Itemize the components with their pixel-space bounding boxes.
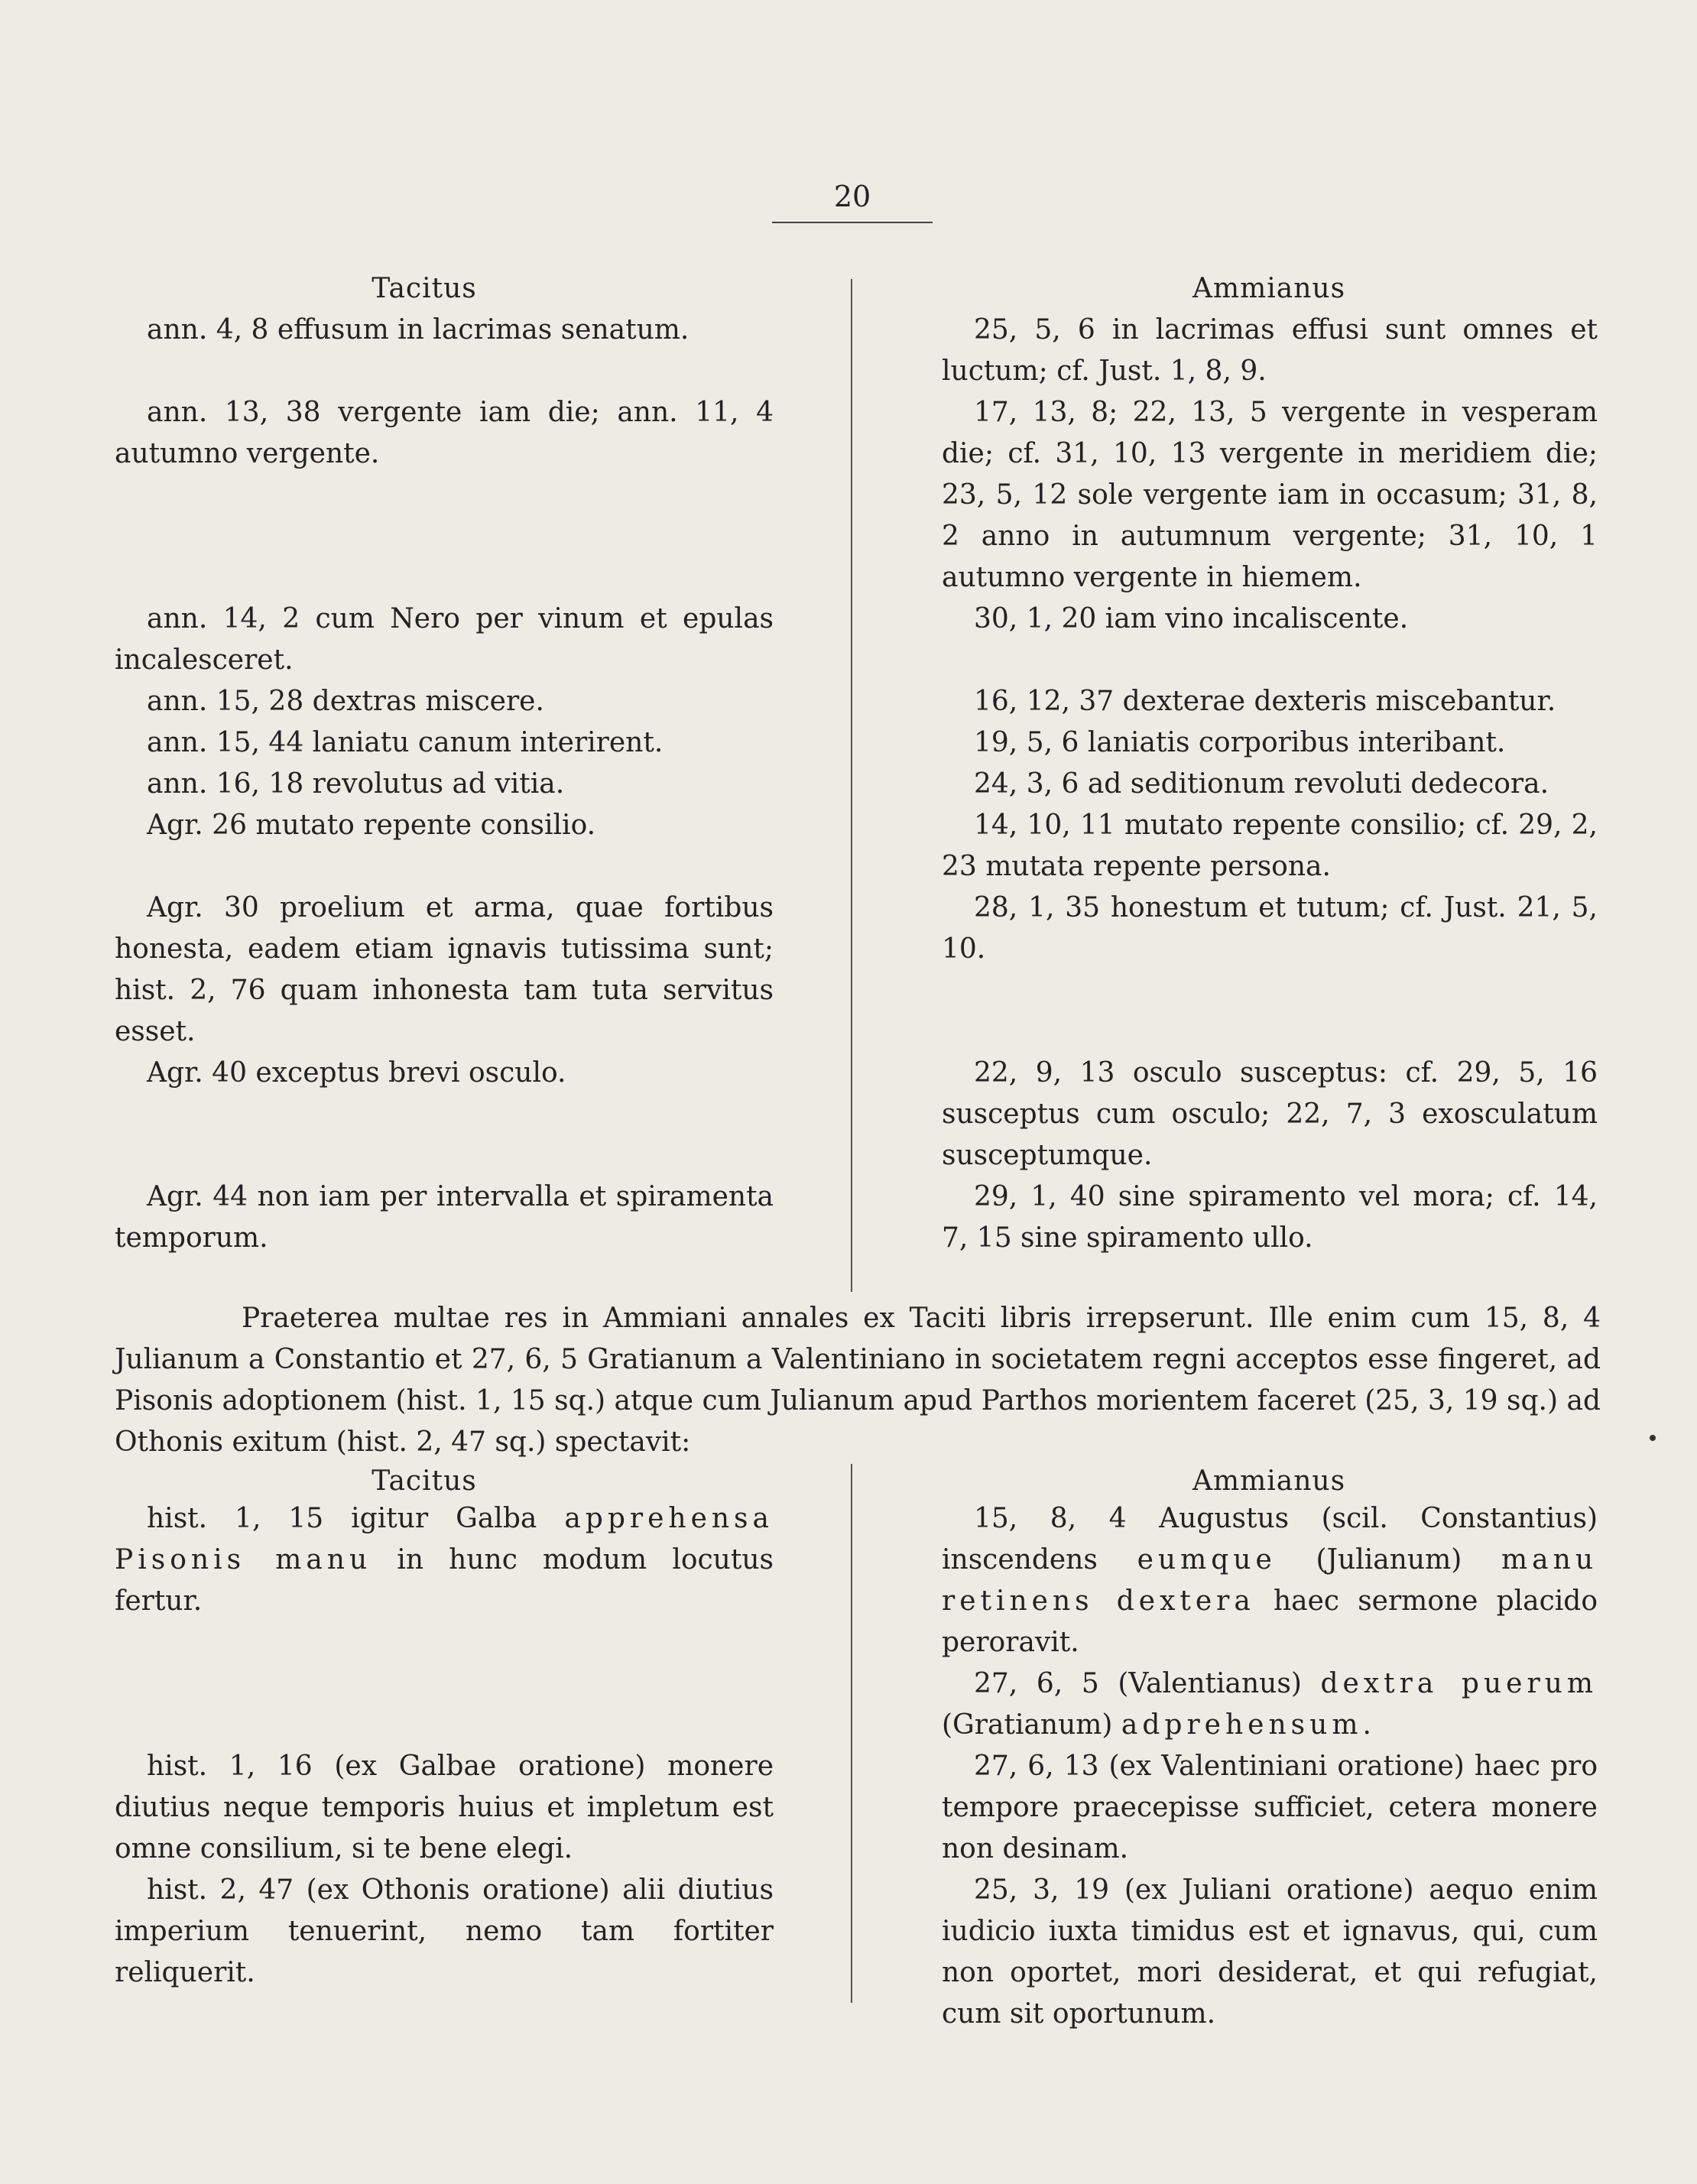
ammianus-entry: 24, 3, 6 ad seditionum revoluti dedecora. bbox=[974, 768, 1549, 800]
emphasis-text: adprehensum. bbox=[1121, 1709, 1376, 1741]
section1-left-heading: Tacitus bbox=[372, 273, 477, 304]
entry-text: haec sermone placido peroravit. bbox=[942, 1585, 1598, 1658]
emphasis-text: dextra puerum bbox=[1320, 1668, 1598, 1699]
section1-right-column bbox=[942, 310, 1598, 1259]
tacitus-entry: ann. 4, 8 effusum in lacrimas senatum. bbox=[147, 314, 690, 346]
column-divider-2 bbox=[851, 1464, 852, 2003]
ammianus-entry: 30, 1, 20 iam vino incaliscente. bbox=[974, 603, 1409, 634]
section2-left-heading: Tacitus bbox=[372, 1465, 477, 1497]
tacitus-entry: ann. 16, 18 revolutus ad vitia. bbox=[147, 768, 565, 800]
entry-text: hist. 1, 15 igitur Galba bbox=[147, 1503, 565, 1534]
tacitus-entry: ann. 13, 38 vergente iam die; ann. 11, 4 autumno vergente. bbox=[115, 397, 774, 469]
section2-left-column bbox=[115, 1498, 774, 1994]
tacitus-entry: Agr. 40 exceptus brevi osculo. bbox=[147, 1057, 566, 1089]
entry-text: 15, 8, 4 Augustus (scil. Constantius) inscendens bbox=[942, 1503, 1598, 1576]
emphasis-text: manu retinens dextera bbox=[942, 1544, 1598, 1617]
entry-text: 27, 6, 5 (Valentianus) bbox=[974, 1668, 1321, 1699]
ammianus-entry: 29, 1, 40 sine spiramento vel mora; cf. 14, 7, 15 sine spiramento ullo. bbox=[942, 1181, 1598, 1254]
section1-right-heading: Ammianus bbox=[1192, 273, 1346, 304]
ammianus-entry: 27, 6, 13 (ex Valentiniani oratione) haec pro tempore praecepisse sufficiet, cetera monere non desinam. bbox=[942, 1751, 1598, 1864]
tacitus-entry bbox=[115, 1498, 774, 1622]
ammianus-entry: 19, 5, 6 laniatis corporibus interibant. bbox=[974, 727, 1506, 758]
tacitus-entry: ann. 15, 28 dextras miscere. bbox=[147, 686, 544, 717]
ammianus-entry: 22, 9, 13 osculo susceptus: cf. 29, 5, 16 susceptus cum osculo; 22, 7, 3 exosculatum susceptumque. bbox=[942, 1057, 1598, 1171]
tacitus-entry: Agr. 44 non iam per intervalla et spiramenta temporum. bbox=[115, 1181, 774, 1254]
body-paragraph bbox=[115, 1298, 1601, 1463]
tacitus-entry: ann. 14, 2 cum Nero per vinum et epulas incalesceret. bbox=[115, 603, 774, 676]
section2-right-column bbox=[942, 1498, 1598, 2035]
page-number: 20 bbox=[833, 180, 871, 213]
ammianus-entry: 25, 3, 19 (ex Juliani oratione) aequo enim iudicio iuxta timidus est et ignavus, qui, cum non oportet, mori desiderat, et qui refugiat, cum sit oportunum. bbox=[942, 1874, 1598, 2030]
entry-text: in hunc modum locutus fertur. bbox=[115, 1544, 774, 1617]
tacitus-entry: hist. 2, 47 (ex Othonis oratione) alii diutius imperium tenuerint, nemo tam fortiter reliquerit. bbox=[115, 1874, 774, 1988]
ammianus-entry: 17, 13, 8; 22, 13, 5 vergente in vesperam die; cf. 31, 10, 13 vergente in meridiem die; 23, 5, 12 sole vergente iam in occasum; 31, 8, 2 anno in autumnum vergente; 31, 10, 1 autumno vergente in hiemem. bbox=[942, 397, 1598, 593]
emphasis-text: eumque bbox=[1137, 1544, 1277, 1576]
section2-right-heading: Ammianus bbox=[1192, 1465, 1346, 1497]
ammianus-entry: 25, 5, 6 in lacrimas effusi sunt omnes et luctum; cf. Just. 1, 8, 9. bbox=[942, 314, 1598, 387]
header-rule bbox=[772, 222, 933, 223]
margin-dot bbox=[1650, 1435, 1656, 1441]
tacitus-entry: ann. 15, 44 laniatu canum interirent. bbox=[147, 727, 664, 758]
entry-text: (Julianum) bbox=[1276, 1544, 1502, 1576]
paragraph-text: Praeterea multae res in Ammiani annales ex Taciti libris irrepserunt. Ille enim cum 15, 8, 4 Julianum a Constantio et 27, 6, 5 Gratianum a Valentiniano in societatem regni acceptos esse fingeret, ad Pisonis adoptionem (hist. 1, 15 sq.) atque cum Julianum apud Parthos morientem faceret (25, 3, 19 sq.) ad Othonis exitum (hist. 2, 47 sq.) spectavit: bbox=[115, 1303, 1601, 1458]
tacitus-entry: Agr. 30 proelium et arma, quae fortibus honesta, eadem etiam ignavis tutissima sunt; hist. 2, 76 quam inhonesta tam tuta servitus esset. bbox=[115, 892, 774, 1047]
ammianus-entry bbox=[942, 1663, 1598, 1746]
ammianus-entry: 16, 12, 37 dexterae dexteris miscebantur. bbox=[974, 686, 1556, 717]
entry-text: (Gratianum) bbox=[942, 1709, 1121, 1741]
tacitus-entry: Agr. 26 mutato repente consilio. bbox=[147, 810, 596, 841]
column-divider-1 bbox=[851, 279, 852, 1292]
ammianus-entry: 14, 10, 11 mutato repente consilio; cf. 29, 2, 23 mutata repente persona. bbox=[942, 810, 1598, 882]
tacitus-entry: hist. 1, 16 (ex Galbae oratione) monere diutius neque temporis huius et impletum est omne consilium, si te bene elegi. bbox=[115, 1751, 774, 1864]
ammianus-entry: 28, 1, 35 honestum et tutum; cf. Just. 21, 5, 10. bbox=[942, 892, 1598, 965]
section1-left-column bbox=[115, 310, 774, 1259]
emphasis-text: apprehensa Pisonis manu bbox=[115, 1503, 774, 1576]
ammianus-entry bbox=[942, 1498, 1598, 1663]
